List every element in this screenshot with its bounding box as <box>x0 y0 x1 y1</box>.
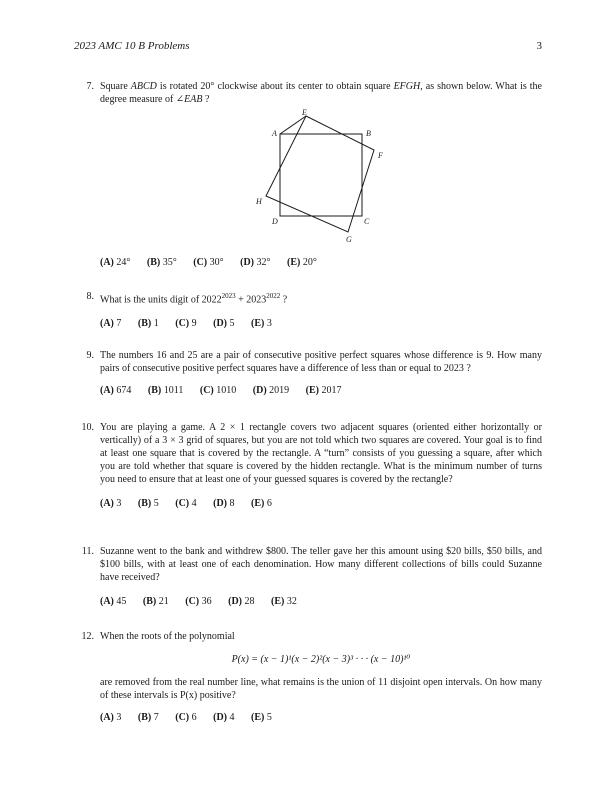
choice-d[interactable]: (D) 4 <box>213 712 235 723</box>
problem-stem <box>100 80 542 106</box>
choice-b[interactable]: (B) 1011 <box>147 385 184 396</box>
vertex-label-a: A <box>272 129 277 138</box>
problem-number: 8. <box>86 291 94 302</box>
stem-text: ? <box>280 294 288 306</box>
running-head <box>74 40 542 52</box>
square-efgh-label: EFGH <box>393 81 421 92</box>
stem-text: What is the units digit of <box>100 294 202 306</box>
rotated-squares-diagram <box>252 110 382 245</box>
answer-choices <box>100 711 542 724</box>
answer-choices <box>100 384 542 397</box>
stem-text: ? <box>202 94 210 105</box>
choice-d[interactable]: (D) 28 <box>228 596 255 607</box>
choice-d[interactable]: (D) 2019 <box>252 385 290 396</box>
choice-a[interactable]: (A) 24° <box>100 257 131 268</box>
choice-e[interactable]: (E) 6 <box>251 498 272 509</box>
problem-stem: The numbers 16 and 25 are a pair of consecutive positive perfect squares whose difference is 9. How many pairs of consecutive positive perfect squares have a difference of less than or equal to 2023 ? <box>100 350 542 374</box>
exponent-2: 2022 <box>266 292 281 300</box>
polynomial-equation: P(x) = (x − 1)¹(x − 2)²(x − 3)³ · · · (x − 10)¹⁰ <box>231 654 411 665</box>
choice-e[interactable]: (E) 3 <box>251 318 272 330</box>
base-1: 2022 <box>201 294 222 306</box>
vertex-label-h: H <box>256 197 262 206</box>
choice-d[interactable]: (D) 5 <box>213 318 235 330</box>
stem-text: , as shown below. What is the degree measure of <box>100 81 542 105</box>
base-2: 2023 <box>246 294 267 306</box>
vertex-label-e: E <box>302 108 307 117</box>
answer-choices <box>100 317 542 330</box>
problem-10 <box>80 421 542 510</box>
choice-e[interactable]: (E) 20° <box>287 257 317 268</box>
choice-d[interactable]: (D) 32° <box>240 257 271 268</box>
problem-11 <box>80 545 542 608</box>
angle-label: ∠EAB <box>175 94 203 105</box>
problem-7 <box>80 80 542 268</box>
problem-number: 7. <box>86 81 94 92</box>
choice-a[interactable]: (A) 3 <box>100 712 122 723</box>
choice-b[interactable]: (B) 35° <box>146 257 177 268</box>
choice-e[interactable]: (E) 32 <box>271 596 297 607</box>
choice-a[interactable]: (A) 45 <box>100 596 127 607</box>
problem-stem <box>100 290 542 306</box>
answer-choices <box>100 256 331 269</box>
document-title: 2023 AMC 10 B Problems <box>74 40 190 52</box>
exponent-1: 2023 <box>221 292 236 300</box>
stem-text: Square <box>100 81 131 92</box>
stem-text: is rotated 20° clockwise about its center to obtain square <box>156 81 394 92</box>
page-number: 3 <box>536 40 542 52</box>
choice-c[interactable]: (C) 1010 <box>199 385 237 396</box>
vertex-label-f: F <box>378 151 383 160</box>
choice-a[interactable]: (A) 3 <box>100 498 122 509</box>
problem-9 <box>80 349 542 397</box>
choice-b[interactable]: (B) 21 <box>142 596 169 607</box>
choice-c[interactable]: (C) 6 <box>175 712 197 723</box>
choice-e[interactable]: (E) 5 <box>251 712 272 723</box>
choice-b[interactable]: (B) 5 <box>137 498 159 509</box>
problem-number: 11. <box>81 546 94 557</box>
vertex-label-g: G <box>346 235 352 244</box>
problem-stem: You are playing a game. A 2 × 1 rectangle covers two adjacent squares (oriented either horizontally or vertically) of a 3 × 3 grid of squares, but you are not told which two squares are covered. Your goal is to find at least one square that is covered by the rectangle. A “turn” consists of you guessing a square, after which you are told whether that square is covered by the hidden rectangle. What is the minimum number of turns you need to ensure that at least one of your guessed squares is covered by the rectangle? <box>100 422 542 485</box>
problem-number: 10. <box>81 422 94 433</box>
problem-stem-intro: When the roots of the polynomial <box>100 631 235 642</box>
choice-b[interactable]: (B) 1 <box>137 318 159 330</box>
choice-c[interactable]: (C) 9 <box>175 318 197 330</box>
problem-stem: Suzanne went to the bank and withdrew $800. The teller gave her this amount using $20 bills, $50 bills, and $100 bills, with at least one of each denomination. How many different collections of bills could Suzanne have received? <box>100 546 542 583</box>
choice-d[interactable]: (D) 8 <box>213 498 235 509</box>
choice-e[interactable]: (E) 2017 <box>305 385 342 396</box>
choice-c[interactable]: (C) 30° <box>193 257 224 268</box>
choice-c[interactable]: (C) 36 <box>185 596 212 607</box>
vertex-label-d: D <box>272 217 278 226</box>
segment-ae <box>280 116 306 134</box>
vertex-label-b: B <box>366 129 371 138</box>
choice-a[interactable]: (A) 7 <box>100 318 122 330</box>
problem-12 <box>80 630 542 724</box>
square-efgh <box>266 116 374 232</box>
answer-choices <box>100 497 542 510</box>
square-abcd-label: ABCD <box>130 81 157 92</box>
rotated-squares-figure <box>252 110 382 250</box>
choice-c[interactable]: (C) 4 <box>175 498 197 509</box>
answer-choices <box>100 595 542 608</box>
problem-stem: are removed from the real number line, what remains is the union of 11 disjoint open intervals. On how many of these intervals is P(x) positive? <box>100 677 542 701</box>
problem-number: 12. <box>81 631 94 642</box>
square-abcd <box>280 134 362 216</box>
vertex-label-c: C <box>364 217 370 226</box>
problem-number: 9. <box>86 350 94 361</box>
choice-a[interactable]: (A) 674 <box>100 385 132 396</box>
choice-b[interactable]: (B) 7 <box>137 712 159 723</box>
problem-8 <box>80 290 542 330</box>
plus-sign: + <box>235 294 247 306</box>
